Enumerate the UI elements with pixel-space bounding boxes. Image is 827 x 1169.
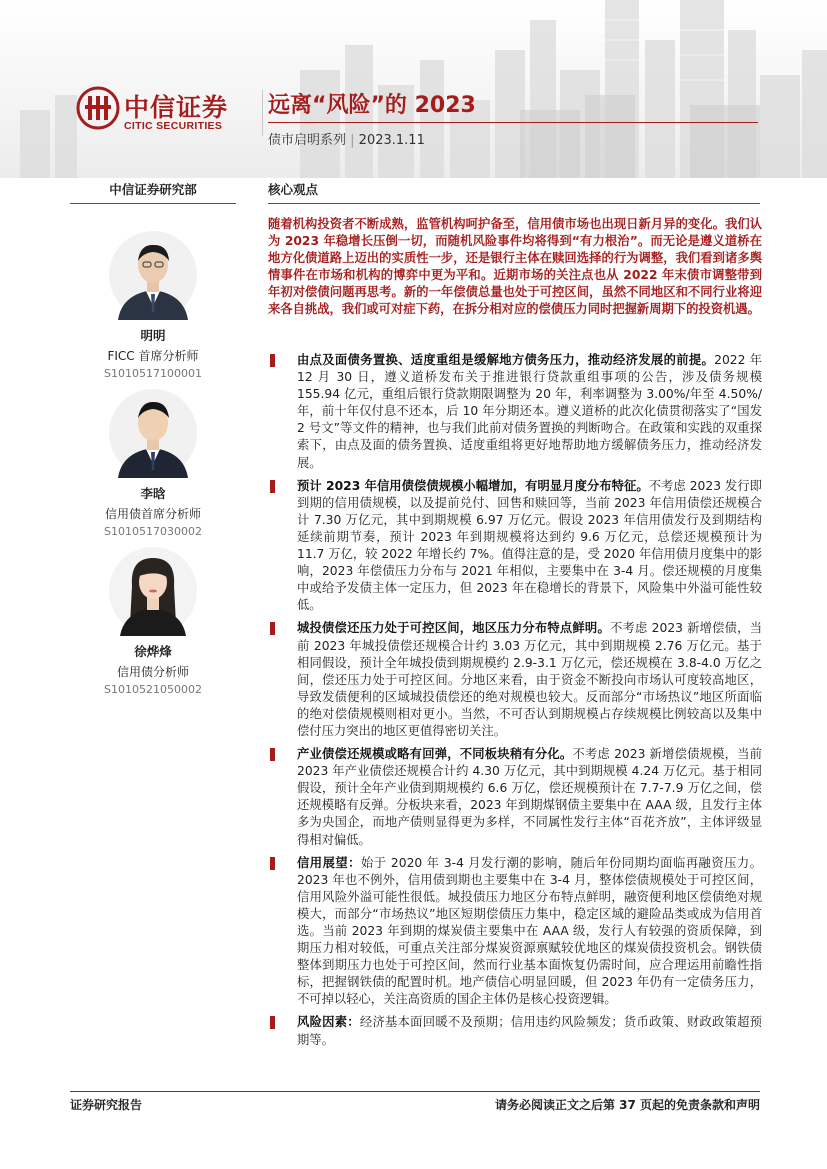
summary-paragraph: 随着机构投资者不断成熟，监管机构呵护备至，信用债市场也出现日新月异的变化。我们认为 2023 年稳增长压倒一切，而随机风险事件均将得到“有力根治”。而无论是遵义道桥在地方化债道路上迈出的实质性一步，还是银行主体在赎回选择的行为调整，我们看到诸多舆情事件在市场和机构的博弈中更为平和。近期市场的关注点也从 2022 年末债市调整带到年初对偿债问题再思考。新的一年偿债总量也处于可控区间，虽然不同地区和不同行业将迎来各自挑战，我们或可对症下药，在拆分相对应的偿债压力同时把握新周期下的投资机遇。 xyxy=(268,217,762,317)
bullet-lead: 城投债偿还压力处于可控区间，地区压力分布特点鲜明。 xyxy=(297,621,610,636)
core-views-heading: 核心观点 xyxy=(268,180,760,204)
citic-logo xyxy=(76,86,256,136)
analyst-card xyxy=(70,546,236,696)
key-points-list xyxy=(268,352,762,1049)
footer-divider xyxy=(70,1091,760,1092)
bullet-lead: 预计 2023 年信用债偿债规模小幅增加，有明显月度分布特征。 xyxy=(297,478,649,493)
citic-logo-icon xyxy=(76,86,120,130)
analyst-role: 信用债分析师 xyxy=(116,665,189,679)
footer-report-type: 证券研究报告 xyxy=(70,1098,143,1112)
series-name: 债市启明系列 xyxy=(268,133,347,148)
report-title: 远离“风险”的 2023 xyxy=(268,93,476,118)
list-item xyxy=(268,1014,762,1048)
bullet-lead: 产业债偿还规模或略有回弹，不同板块稍有分化。 xyxy=(297,747,573,762)
analyst-name: 明明 xyxy=(140,328,166,343)
list-item xyxy=(268,478,762,615)
bullet-marker xyxy=(270,622,275,635)
bullet-marker xyxy=(270,857,275,870)
list-item xyxy=(268,620,762,740)
report-subtitle: 债市启明系列 | 2023.1.11 xyxy=(268,133,425,148)
avatar xyxy=(108,546,198,636)
list-item xyxy=(268,746,762,849)
list-item xyxy=(268,352,762,472)
bullet-marker xyxy=(270,1016,275,1029)
analyst-license-id: S1010517100001 xyxy=(104,367,202,380)
bullet-lead: 风险因素： xyxy=(297,1015,360,1030)
bullet-marker xyxy=(270,480,275,493)
avatar xyxy=(108,230,198,320)
bullet-body: 始于 2020 年 3-4 月发行潮的影响，随后年份同期均面临再融资压力。2023 年也不例外，信用债到期也主要集中在 3-4 月，整体偿债规模处于可控区间，信用风险外溢可能性很低。城投债压力地区分布特点鲜明，融资便利地区偿债绝对规模大，而部分“市场热议”地区短期偿债压力集中，稳定区域的避险品类或成为信用首选。当前 2023 年到期的煤炭债主要集中在 AAA 级，发行人有较强的资质保障，到期压力相对较低，可重点关注部分煤炭资源禀赋较优地区的煤炭债投资机会。钢铁债整体到期压力也处于可控区间，然而行业基本面恢复仍需时间，应合理运用前瞻性指标，把握钢铁债的配置时机。地产债信心明显回暖，但 2023 年仍有一定债务压力，不可掉以轻心，关注高资质的国企主体仍是核心投资逻辑。 xyxy=(297,855,762,1007)
bullet-body: 不考虑 2023 发行即到期的信用债规模，以及提前兑付、回售和赎回等，当前 2023 年信用债偿还规模合计 7.30 万亿元，其中到期规模 6.97 万亿元。假设 2023 年信用债发行及到期结构延续前期节奏，预计 2023 年到期规模将达到约 9.6 万亿元，总偿还规模预计为 11.7 万亿，较 2022 年增长约 7%。值得注意的是，受 2020 年信用债月度集中的影响，2023 年偿债压力分布与 2021 年相似，主要集中在 3-4 月。偿还规模的月度集中或给予发债主体一定压力，但 2023 年在稳增长的背景下，风险集中外溢可能性较低。 xyxy=(297,478,762,613)
footer-disclaimer: 请务必阅读正文之后第 37 页起的免责条款和声明 xyxy=(494,1098,760,1112)
analyst-card xyxy=(70,388,236,538)
bullet-marker xyxy=(270,748,275,761)
analyst-license-id: S1010521050002 xyxy=(104,683,202,696)
analyst-license-id: S1010517030002 xyxy=(104,525,202,538)
bullet-body: 不考虑 2023 新增偿债，当前 2023 年城投债偿还规模合计约 3.03 万亿元，其中到期规模 2.76 万亿元。基于相同假设，预计全年城投债到期规模约 2.9-3.1 万亿元，偿还规模在 3.8-4.0 万亿之间，偿还压力处于可控区间。分地区来看，由于资金不断投向市场认可度较高地区，导致发债便利的区域城投债偿还的绝对规模也较大。反而部分“市场热议”地区所面临的绝对偿债规模则相对更小。当然，不可否认到期规模占存续规模比例较高以及集中偿付压力突出的地区更值得密切关注。 xyxy=(297,621,762,738)
logo-english-name: CITIC SECURITIES xyxy=(124,120,223,132)
research-dept-heading: 中信证券研究部 xyxy=(70,180,236,204)
bullet-body: 经济基本面回暖不及预期；信用违约风险频发；货币政策、财政政策超预期等。 xyxy=(297,1015,762,1047)
bullet-body: 不考虑 2023 新增偿债规模，当前 2023 年产业债偿还规模合计约 4.30 万亿元，其中到期规模 4.24 万亿元。基于相同假设，预计全年产业债到期规模约 6.6 万亿，偿还规模预计在 7.7-7.9 万亿之间，偿还规模略有反弹。分板块来看，2023 年到期煤钢债主要集中在 AAA 级，且发行主体多为央国企，而地产债则显得更为多样，不同属性发行主体“百花齐放”，主体评级显得相对偏低。 xyxy=(297,747,762,847)
avatar xyxy=(108,388,198,478)
bullet-lead: 信用展望： xyxy=(297,855,361,870)
bullet-body: 2022 年 12 月 30 日，遵义道桥发布关于推进银行贷款重组事项的公告，涉及债务规模 155.94 亿元，重组后银行贷款期限调整为 20 年，利率调整为 3.00%/年至 4.50%/年，前十年仅付息不还本，后 10 年分期还本。遵义道桥的此次化债贯彻落实了“国发 2 号文”等文件的精神，也与我们此前对债务置换的判断吻合。在政策和实践的双重探索下，由点及面的债务置换、适度重组将更好地帮助地方缓解债务压力，推动经济发展。 xyxy=(297,353,762,470)
title-underline xyxy=(268,122,758,123)
report-date: 2023.1.11 xyxy=(358,133,425,148)
bullet-lead: 由点及面债务置换、适度重组是缓解地方债务压力，推动经济发展的前提。 xyxy=(297,353,715,367)
analyst-role: 信用债首席分析师 xyxy=(104,507,201,521)
analyst-name: 徐烨烽 xyxy=(134,644,172,659)
list-item xyxy=(268,855,762,1009)
analyst-name: 李晗 xyxy=(140,486,166,501)
bullet-marker xyxy=(270,354,275,367)
analyst-card xyxy=(70,230,236,380)
logo-chinese-name: 中信证券 xyxy=(124,93,229,122)
header-divider xyxy=(262,90,263,136)
analyst-role: FICC 首席分析师 xyxy=(107,349,199,363)
